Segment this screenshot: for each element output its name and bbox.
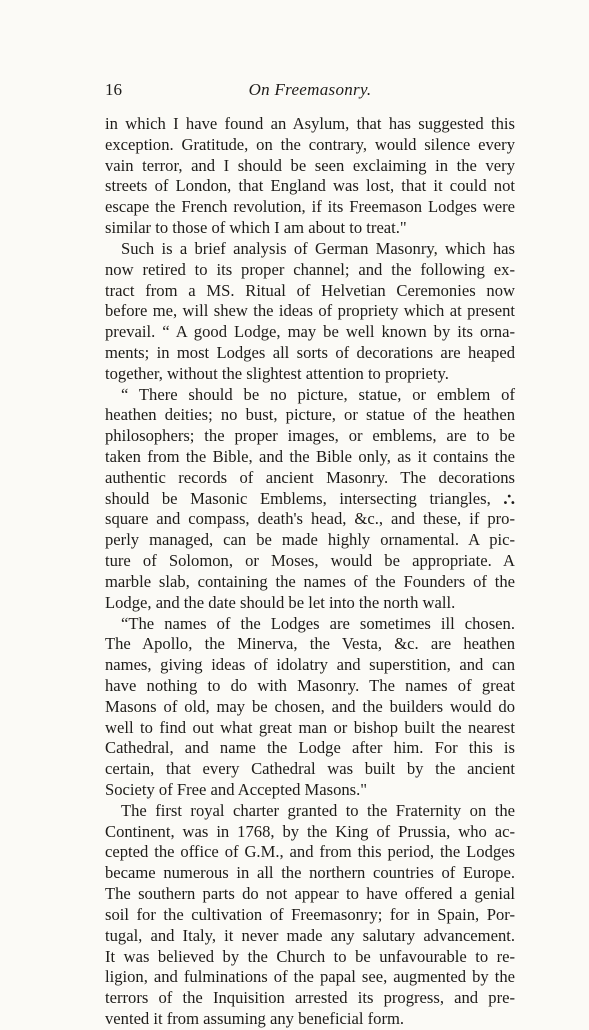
text-line: have nothing to do with Masonry. The names of great [105,675,515,695]
text-line: It was believed by the Church to be unfavourable to re- [105,946,515,966]
text-line: tract from a MS. Ritual of Helvetian Ceremonies now [105,280,515,300]
text-line: “The names of the Lodges are sometimes ill chosen. [121,613,515,633]
text-line: cepted the office of G.M., and from this period, the Lodges [105,842,515,862]
paragraph [105,385,515,614]
text-line: well to find out what great man or bishop built the nearest [105,717,515,737]
text-line: perly managed, can be made highly ornamental. A pic- [105,530,515,550]
text-line: became numerous in all the northern countries of Europe. [105,863,515,883]
text-line: Masons of old, may be chosen, and the builders would do [105,696,515,716]
text-line: Cathedral, and name the Lodge after him. For this is [105,738,515,758]
text-line: escape the French revolution, if its Freemason Lodges were [105,197,515,217]
text-line: ligion, and fulminations of the papal see, augmented by the [105,967,515,987]
text-line: terrors of the Inquisition arrested its progress, and pre- [105,988,515,1008]
text-line: The first royal charter granted to the Fraternity on the [121,800,515,820]
text-line: Such is a brief analysis of German Masonry, which has [121,238,515,258]
paragraph [105,801,515,1030]
running-title: On Freemasonry. [248,80,372,99]
text-line: certain, that every Cathedral was built by the ancient [105,759,515,779]
text-line: ments; in most Lodges all sorts of decorations are heaped [105,342,515,362]
text-line: ture of Solomon, or Moses, would be appropriate. A [105,551,515,571]
text-line: prevail. “ A good Lodge, may be well known by its orna- [105,322,515,342]
text-line: streets of London, that England was lost, that it could not [105,176,515,196]
text-line: tugal, and Italy, it never made any salutary advancement. [105,925,515,945]
text-line: exception. Gratitude, on the contrary, would silence every [105,134,515,154]
text-line: “ There should be no picture, statue, or emblem of [121,384,515,404]
text-line: before me, will shew the ideas of propriety which at present [105,301,515,321]
text-line: authentic records of ancient Masonry. The decorations [105,467,515,487]
text-line: Society of Free and Accepted Masons." [105,780,368,799]
body-text [105,114,515,1030]
text-line: heathen deities; no bust, picture, or statue of the heathen [105,405,515,425]
text-line: The southern parts do not appear to have offered a genial [105,884,515,904]
page-number: 16 [105,80,122,99]
text-line: Lodge, and the date should be let into the north wall. [105,592,456,612]
text-line: together, without the slightest attention to propriety. [105,363,449,383]
text-line: soil for the cultivation of Freemasonry; for in Spain, Por- [105,904,515,924]
text-line: Continent, was in 1768, by the King of Prussia, who ac- [105,821,515,841]
paragraph [105,614,515,801]
page-header [105,80,515,106]
text-line: philosophers; the proper images, or emblems, are to be [105,426,515,446]
text-line: square and compass, death's head, &c., and these, if pro- [105,509,515,529]
text-line: marble slab, containing the names of the Founders of the [105,571,515,591]
paragraph [105,114,515,239]
text-line: vented it from assuming any beneficial form. [105,1008,405,1028]
text-line: similar to those of which I am about to treat." [105,218,407,238]
text-line: in which I have found an Asylum, that has suggested this [105,114,515,133]
text-line: taken from the Bible, and the Bible only, as it contains the [105,447,515,466]
text-line: now retired to its proper channel; and the following ex- [105,259,515,279]
text-line: names, giving ideas of idolatry and superstition, and can [105,655,515,675]
text-line: should be Masonic Emblems, intersecting triangles, ⛬ [105,488,515,508]
text-line: The Apollo, the Minerva, the Vesta, &c. are heathen [105,634,515,654]
paragraph [105,239,515,385]
text-line: vain terror, and I should be seen exclaiming in the very [105,155,515,175]
